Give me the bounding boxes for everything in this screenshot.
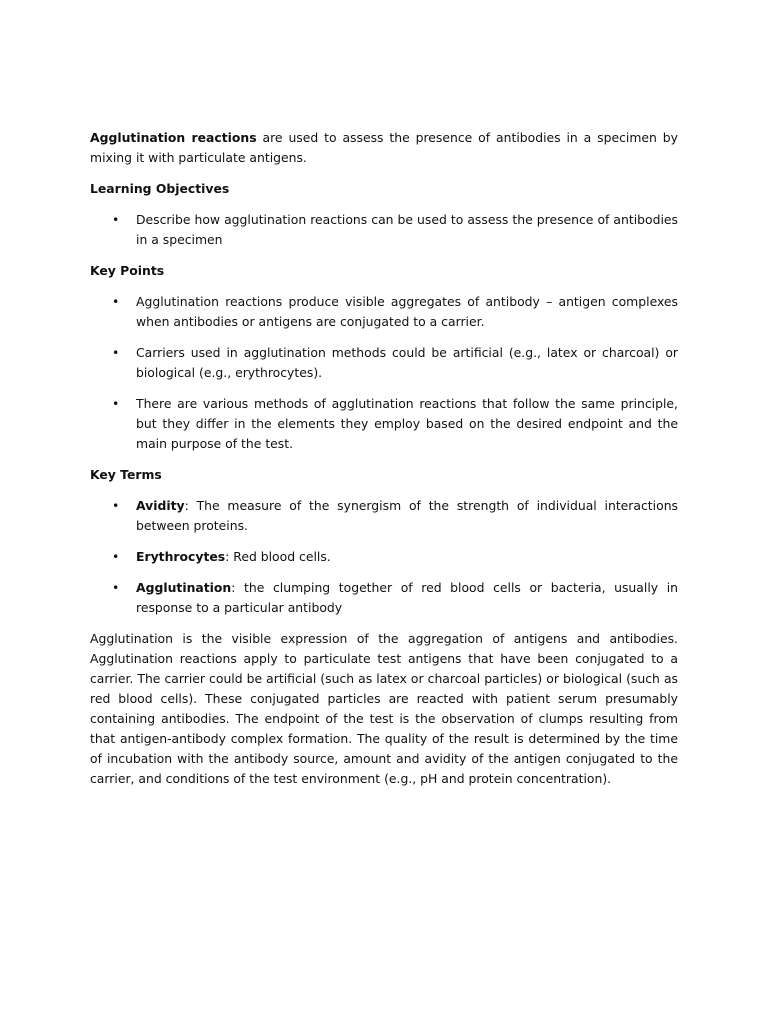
term-definition: : The measure of the synergism of the strength of individual interactions between proteins. — [136, 498, 678, 533]
term-name: Avidity — [136, 498, 185, 513]
bullet-icon: • — [112, 580, 120, 595]
key-terms-list — [90, 496, 678, 618]
list-item — [90, 578, 678, 618]
list-item-text: Describe how agglutination reactions can be used to assess the presence of antibodies in a specimen — [136, 212, 678, 247]
term-name: Erythrocytes — [136, 549, 226, 564]
body-paragraph: Agglutination is the visible expression of the aggregation of antigens and antibodies. Agglutination reactions apply to particulate test antigens that have been conjugated to a carrier. The carrier could be artificial (such as latex or charcoal particles) or biological (such as red blood cells). These conjugated particles are reacted with patient serum presumably containing antibodies. The endpoint of the test is the observation of clumps resulting from that antigen-antibody complex formation. The quality of the result is determined by the time of incubation with the antibody source, amount and avidity of the antigen conjugated to the carrier, and conditions of the test environment (e.g., pH and protein concentration). — [90, 631, 678, 786]
list-item — [90, 547, 678, 567]
intro-paragraph — [90, 128, 678, 168]
list-item — [90, 394, 678, 454]
key-terms-heading: Key Terms — [90, 467, 162, 482]
list-item-text: Agglutination reactions produce visible aggregates of antibody – antigen complexes when antibodies or antigens are conjugated to a carrier. — [136, 294, 678, 329]
bullet-icon: • — [112, 549, 120, 564]
learning-objectives-list — [90, 210, 678, 250]
bullet-icon: • — [112, 294, 120, 309]
term-definition: : the clumping together of red blood cells or bacteria, usually in response to a particular antibody — [136, 580, 678, 615]
intro-term: Agglutination reactions — [90, 130, 257, 145]
term-name: Agglutination — [136, 580, 232, 595]
term-definition: : Red blood cells. — [225, 549, 331, 564]
intro-text: are used to assess the presence of antibodies in a specimen by mixing it with particulate antigens. — [90, 130, 678, 165]
key-points-list — [90, 292, 678, 454]
list-item-text: There are various methods of agglutination reactions that follow the same principle, but they differ in the elements they employ based on the desired endpoint and the main purpose of the test. — [136, 396, 678, 451]
bullet-icon: • — [112, 345, 120, 360]
key-points-heading: Key Points — [90, 263, 165, 278]
list-item — [90, 210, 678, 250]
bullet-icon: • — [112, 498, 120, 513]
list-item — [90, 292, 678, 332]
bullet-icon: • — [112, 212, 120, 227]
bullet-icon: • — [112, 396, 120, 411]
list-item-text: Carriers used in agglutination methods could be artificial (e.g., latex or charcoal) or biological (e.g., erythrocytes). — [136, 345, 678, 380]
document-page — [90, 128, 678, 789]
list-item — [90, 343, 678, 383]
list-item — [90, 496, 678, 536]
learning-objectives-heading: Learning Objectives — [90, 181, 230, 196]
